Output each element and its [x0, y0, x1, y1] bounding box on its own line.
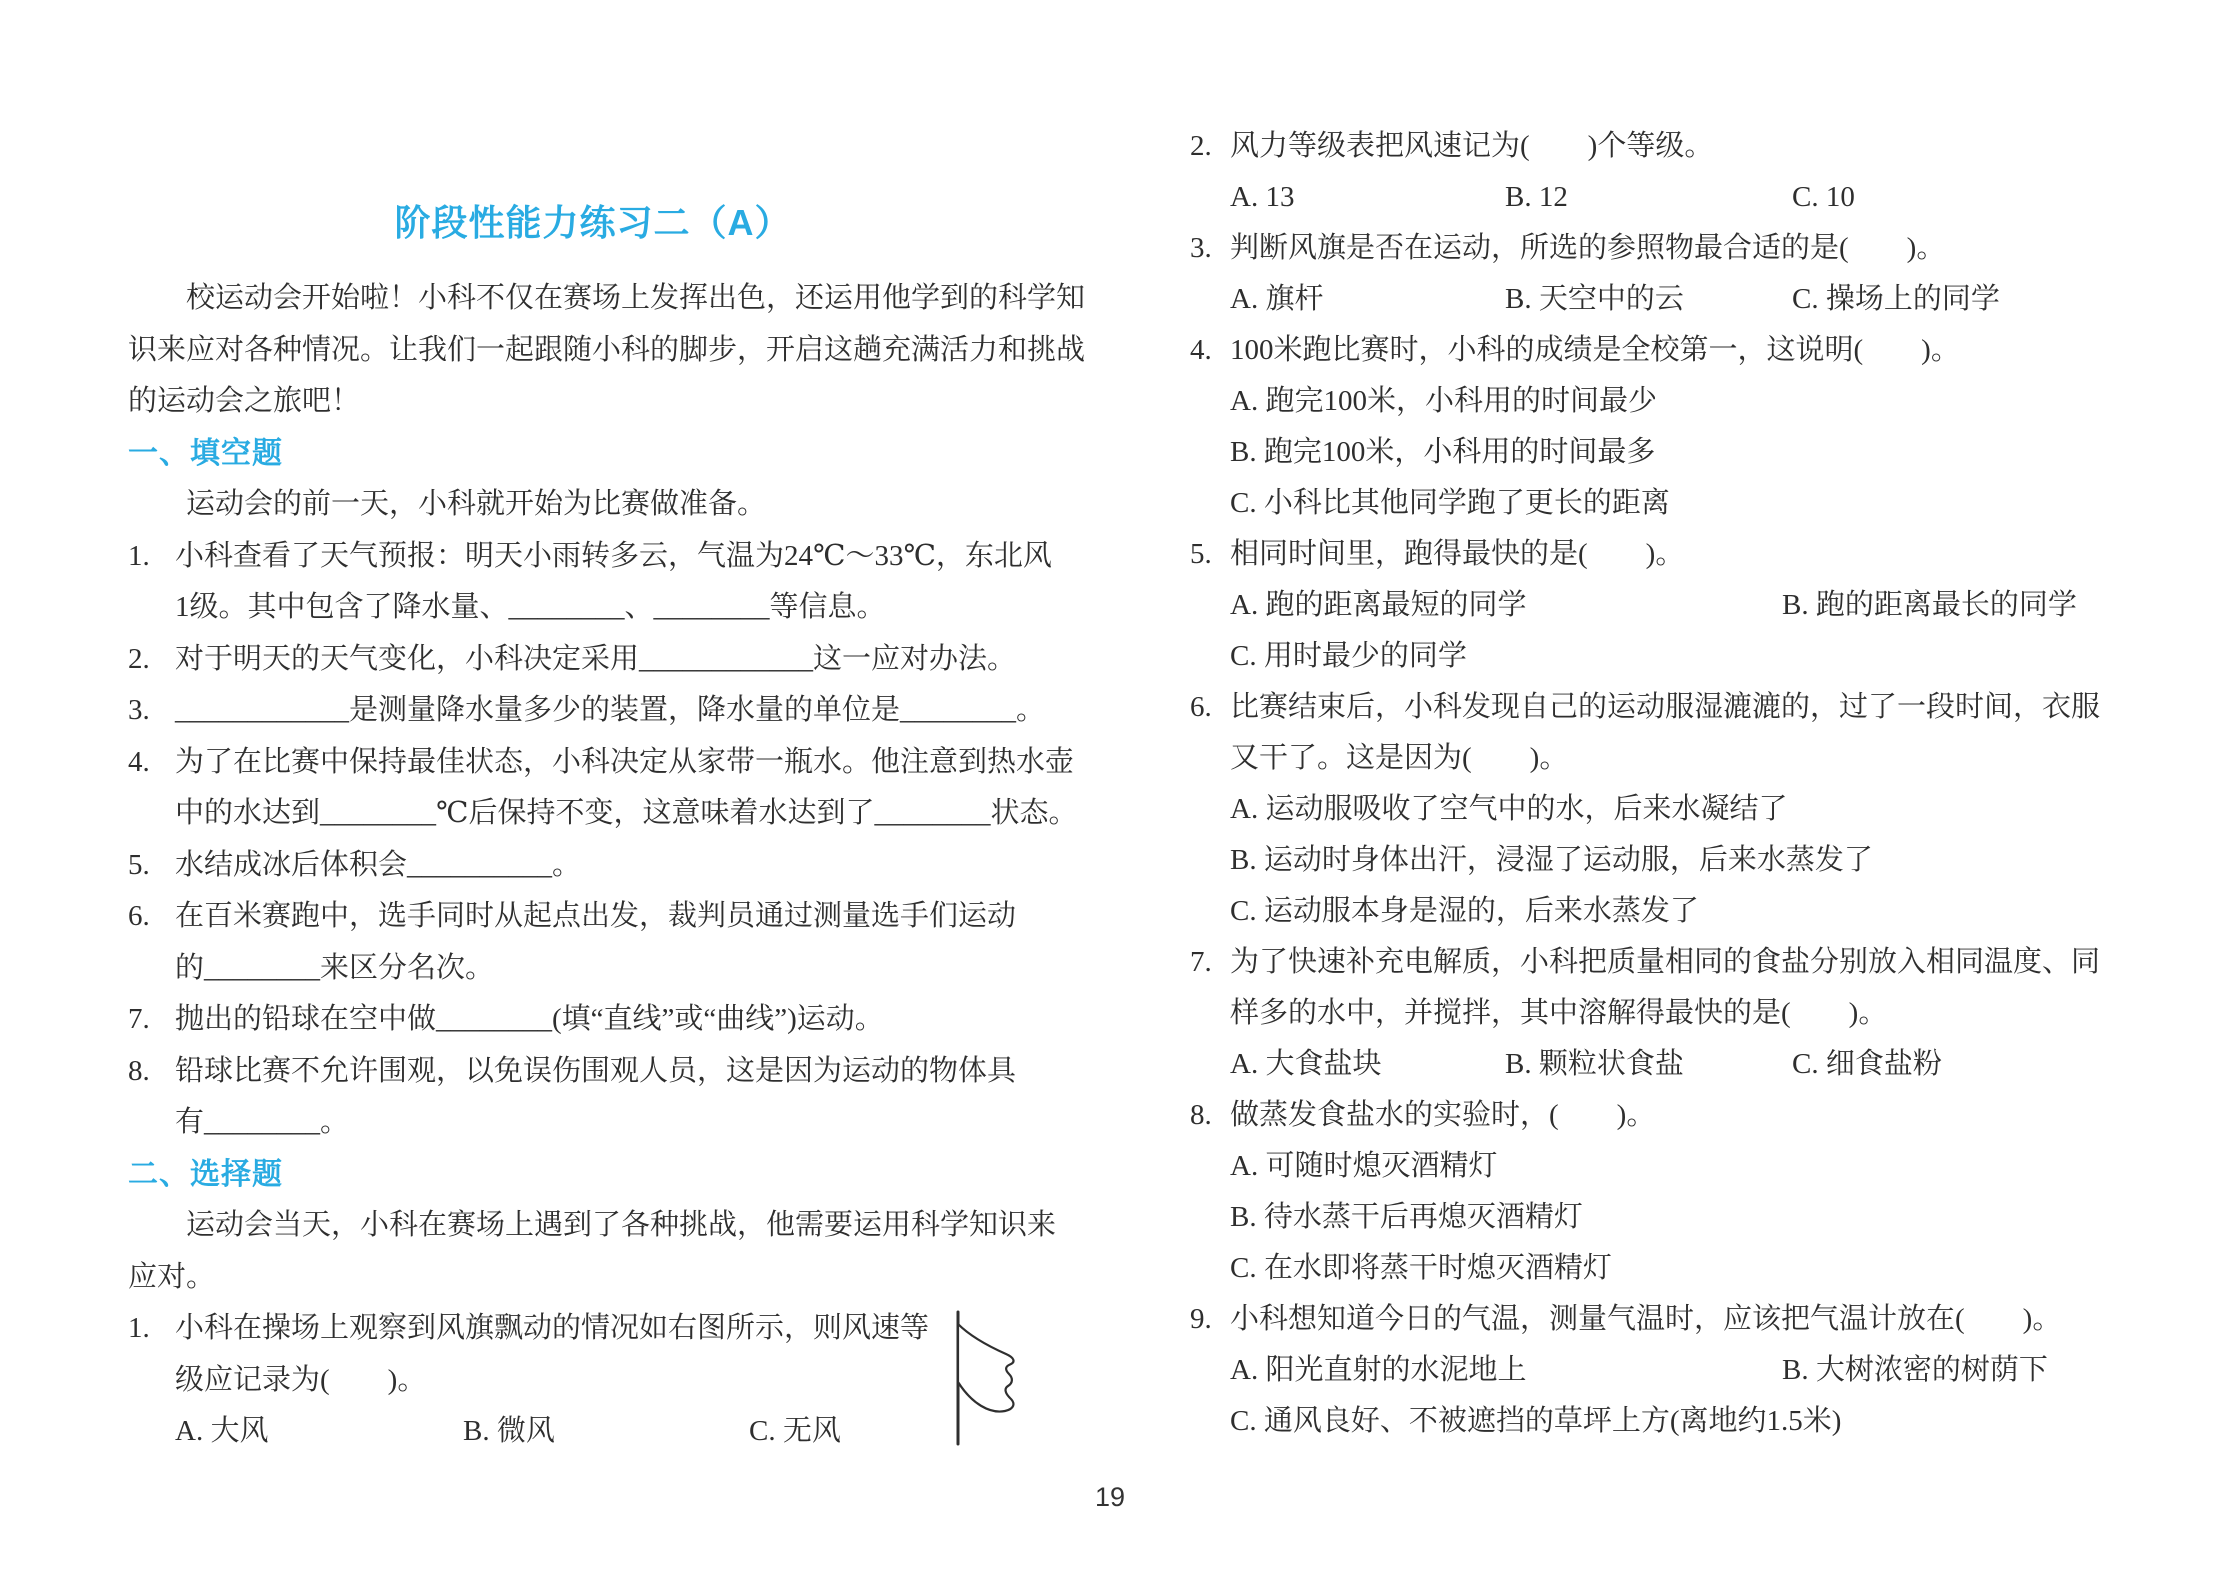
options-row [1190, 1039, 2200, 1090]
question-text: 做蒸发食盐水的实验时，( )。 [1230, 1099, 1656, 1131]
question-text: 为了快速补充电解质，小科把质量相同的食盐分别放入相同温度、同 [1230, 946, 2101, 978]
option-c: C. 运动服本身是湿的，后来水蒸发了 [1230, 895, 1699, 927]
choice-question-4 [1190, 325, 2200, 376]
option-c: C. 用时最少的同学 [1230, 640, 1467, 672]
option-a: A. 运动服吸收了空气中的水，后来水凝结了 [1230, 793, 1788, 825]
question-number: 2. [1190, 130, 1212, 162]
choice-question-9 [1190, 1294, 2200, 1345]
options-row [1190, 274, 2200, 325]
question-text: 小科想知道今日的气温，测量气温时，应该把气温计放在( )。 [1230, 1303, 2062, 1335]
question-8-continued: 有________。 [175, 1106, 350, 1138]
question-7-continued: 样多的水中，并搅拌，其中溶解得最快的是( )。 [1230, 997, 1888, 1029]
question-text: 对于明天的天气变化，小科决定采用____________这一应对办法。 [175, 642, 1017, 675]
question-number: 6. [1190, 691, 1212, 723]
question-number: 9. [1190, 1303, 1212, 1335]
option-b: B. 待水蒸干后再熄灭酒精灯 [1230, 1201, 1583, 1233]
wind-flag-illustration [950, 1310, 1035, 1446]
question-text: 100米跑比赛时，小科的成绩是全校第一，这说明( )。 [1230, 334, 1960, 366]
question-text: 相同时间里，跑得最快的是( )。 [1230, 538, 1685, 570]
section-heading-fill-in: 一、填空题 [128, 436, 283, 470]
option-b: B. 微风 [463, 1415, 555, 1447]
option-b: B. 跑的距离最长的同学 [1782, 589, 2077, 621]
choice-question-1-continued: 级应记录为( )。 [175, 1363, 427, 1396]
option-b: B. 大树浓密的树荫下 [1782, 1354, 2048, 1386]
question-number: 5. [1190, 538, 1212, 570]
option-c: C. 在水即将蒸干时熄灭酒精灯 [1230, 1252, 1612, 1284]
option-a: A. 可随时熄灭酒精灯 [1230, 1150, 1498, 1182]
option-a: A. 跑的距离最短的同学 [1230, 589, 1527, 621]
question-6-continued: 的________来区分名次。 [175, 951, 495, 984]
question-text: 铅球比赛不允许围观，以免误伤围观人员，这是因为运动的物体具 [175, 1054, 1017, 1087]
options-row [128, 1406, 1088, 1458]
section-lead-continued: 应对。 [128, 1260, 216, 1293]
question-number: 1. [128, 539, 150, 572]
flag-cloth [958, 1324, 1013, 1412]
section-heading-multiple-choice: 二、选择题 [128, 1157, 283, 1191]
choice-question-1 [128, 1303, 1088, 1355]
question-4-continued: 中的水达到________℃后保持不变，这意味着水达到了________状态。 [175, 797, 1078, 829]
choice-question-2 [1190, 121, 2200, 172]
option-a: A. 大风 [175, 1415, 269, 1447]
question-number: 3. [128, 694, 150, 726]
question-8 [128, 1046, 1088, 1098]
question-number: 1. [128, 1312, 150, 1344]
question-text: 水结成冰后体积会__________。 [175, 848, 582, 881]
page-title: 阶段性能力练习二（A） [394, 202, 792, 243]
left-column [128, 195, 1088, 1458]
question-number: 5. [128, 848, 150, 881]
question-text: 小科查看了天气预报：明天小雨转多云，气温为24℃～33℃，东北风 [175, 539, 1052, 572]
intro-line: 校运动会开始啦！小科不仅在赛场上发挥出色，还运用他学到的科学知 [186, 282, 1086, 314]
choice-question-3 [1190, 223, 2200, 274]
option-c: C. 10 [1792, 181, 1855, 213]
question-number: 6. [128, 900, 150, 932]
question-4 [128, 737, 1088, 789]
page-number: 19 [1094, 1482, 1126, 1512]
choice-question-5 [1190, 529, 2200, 580]
question-text: 为了在比赛中保持最佳状态，小科决定从家带一瓶水。他注意到热水壶 [175, 745, 1075, 778]
question-number: 7. [1190, 946, 1212, 978]
options-row [1190, 580, 2200, 631]
section-lead: 运动会的前一天，小科就开始为比赛做准备。 [186, 488, 767, 520]
options-row [1190, 172, 2200, 223]
question-number: 4. [128, 745, 150, 778]
question-text: 比赛结束后，小科发现自己的运动服湿漉漉的，过了一段时间，衣服 [1230, 691, 2101, 723]
question-6 [128, 891, 1088, 943]
question-1-continued: 1级。其中包含了降水量、________、________等信息。 [175, 591, 886, 623]
option-c: C. 无风 [749, 1415, 841, 1447]
question-3 [128, 685, 1088, 737]
option-b: B. 天空中的云 [1505, 283, 1684, 315]
question-number: 8. [1190, 1099, 1212, 1131]
right-column [1190, 121, 2200, 1447]
question-text: 小科在操场上观察到风旗飘动的情况如右图所示，则风速等 [175, 1312, 930, 1344]
option-c: C. 细食盐粉 [1792, 1048, 1942, 1080]
question-text: 判断风旗是否在运动，所选的参照物最合适的是( )。 [1230, 232, 1946, 264]
option-a: A. 跑完100米，小科用的时间最少 [1230, 385, 1657, 417]
section-lead: 运动会当天，小科在赛场上遇到了各种挑战，他需要运用科学知识来 [186, 1209, 1057, 1241]
question-number: 8. [128, 1054, 150, 1087]
option-a: A. 旗杆 [1230, 283, 1324, 315]
choice-question-6 [1190, 682, 2200, 733]
option-c: C. 通风良好、不被遮挡的草坪上方(离地约1.5米) [1230, 1405, 1842, 1437]
option-b: B. 运动时身体出汗，浸湿了运动服，后来水蒸发了 [1230, 844, 1873, 876]
choice-question-8 [1190, 1090, 2200, 1141]
option-c: C. 小科比其他同学跑了更长的距离 [1230, 487, 1670, 519]
question-text: 风力等级表把风速记为( )个等级。 [1230, 130, 1714, 162]
question-number: 3. [1190, 232, 1212, 264]
option-a: A. 大食盐块 [1230, 1048, 1382, 1080]
choice-question-7 [1190, 937, 2200, 988]
question-6-continued: 又干了。这是因为( )。 [1230, 742, 1569, 774]
option-c: C. 操场上的同学 [1792, 283, 2000, 315]
question-number: 7. [128, 1003, 150, 1035]
intro-line: 的运动会之旅吧！ [128, 385, 361, 417]
question-text: ____________是测量降水量多少的装置，降水量的单位是________。 [175, 694, 1046, 726]
question-number: 4. [1190, 334, 1212, 366]
option-b: B. 跑完100米，小科用的时间最多 [1230, 436, 1656, 468]
option-b: B. 颗粒状食盐 [1505, 1048, 1684, 1080]
question-1 [128, 531, 1088, 583]
question-2 [128, 634, 1088, 686]
intro-line: 识来应对各种情况。让我们一起跟随小科的脚步，开启这趟充满活力和挑战 [128, 333, 1086, 366]
question-7 [128, 994, 1088, 1046]
option-a: A. 阳光直射的水泥地上 [1230, 1354, 1527, 1386]
options-row [1190, 1345, 2200, 1396]
question-5 [128, 840, 1088, 892]
question-text: 在百米赛跑中，选手同时从起点出发，裁判员通过测量选手们运动 [175, 900, 1017, 932]
question-number: 2. [128, 642, 150, 675]
question-text: 抛出的铅球在空中做________(填“直线”或“曲线”)运动。 [175, 1003, 884, 1035]
option-a: A. 13 [1230, 181, 1295, 213]
option-b: B. 12 [1505, 181, 1568, 213]
